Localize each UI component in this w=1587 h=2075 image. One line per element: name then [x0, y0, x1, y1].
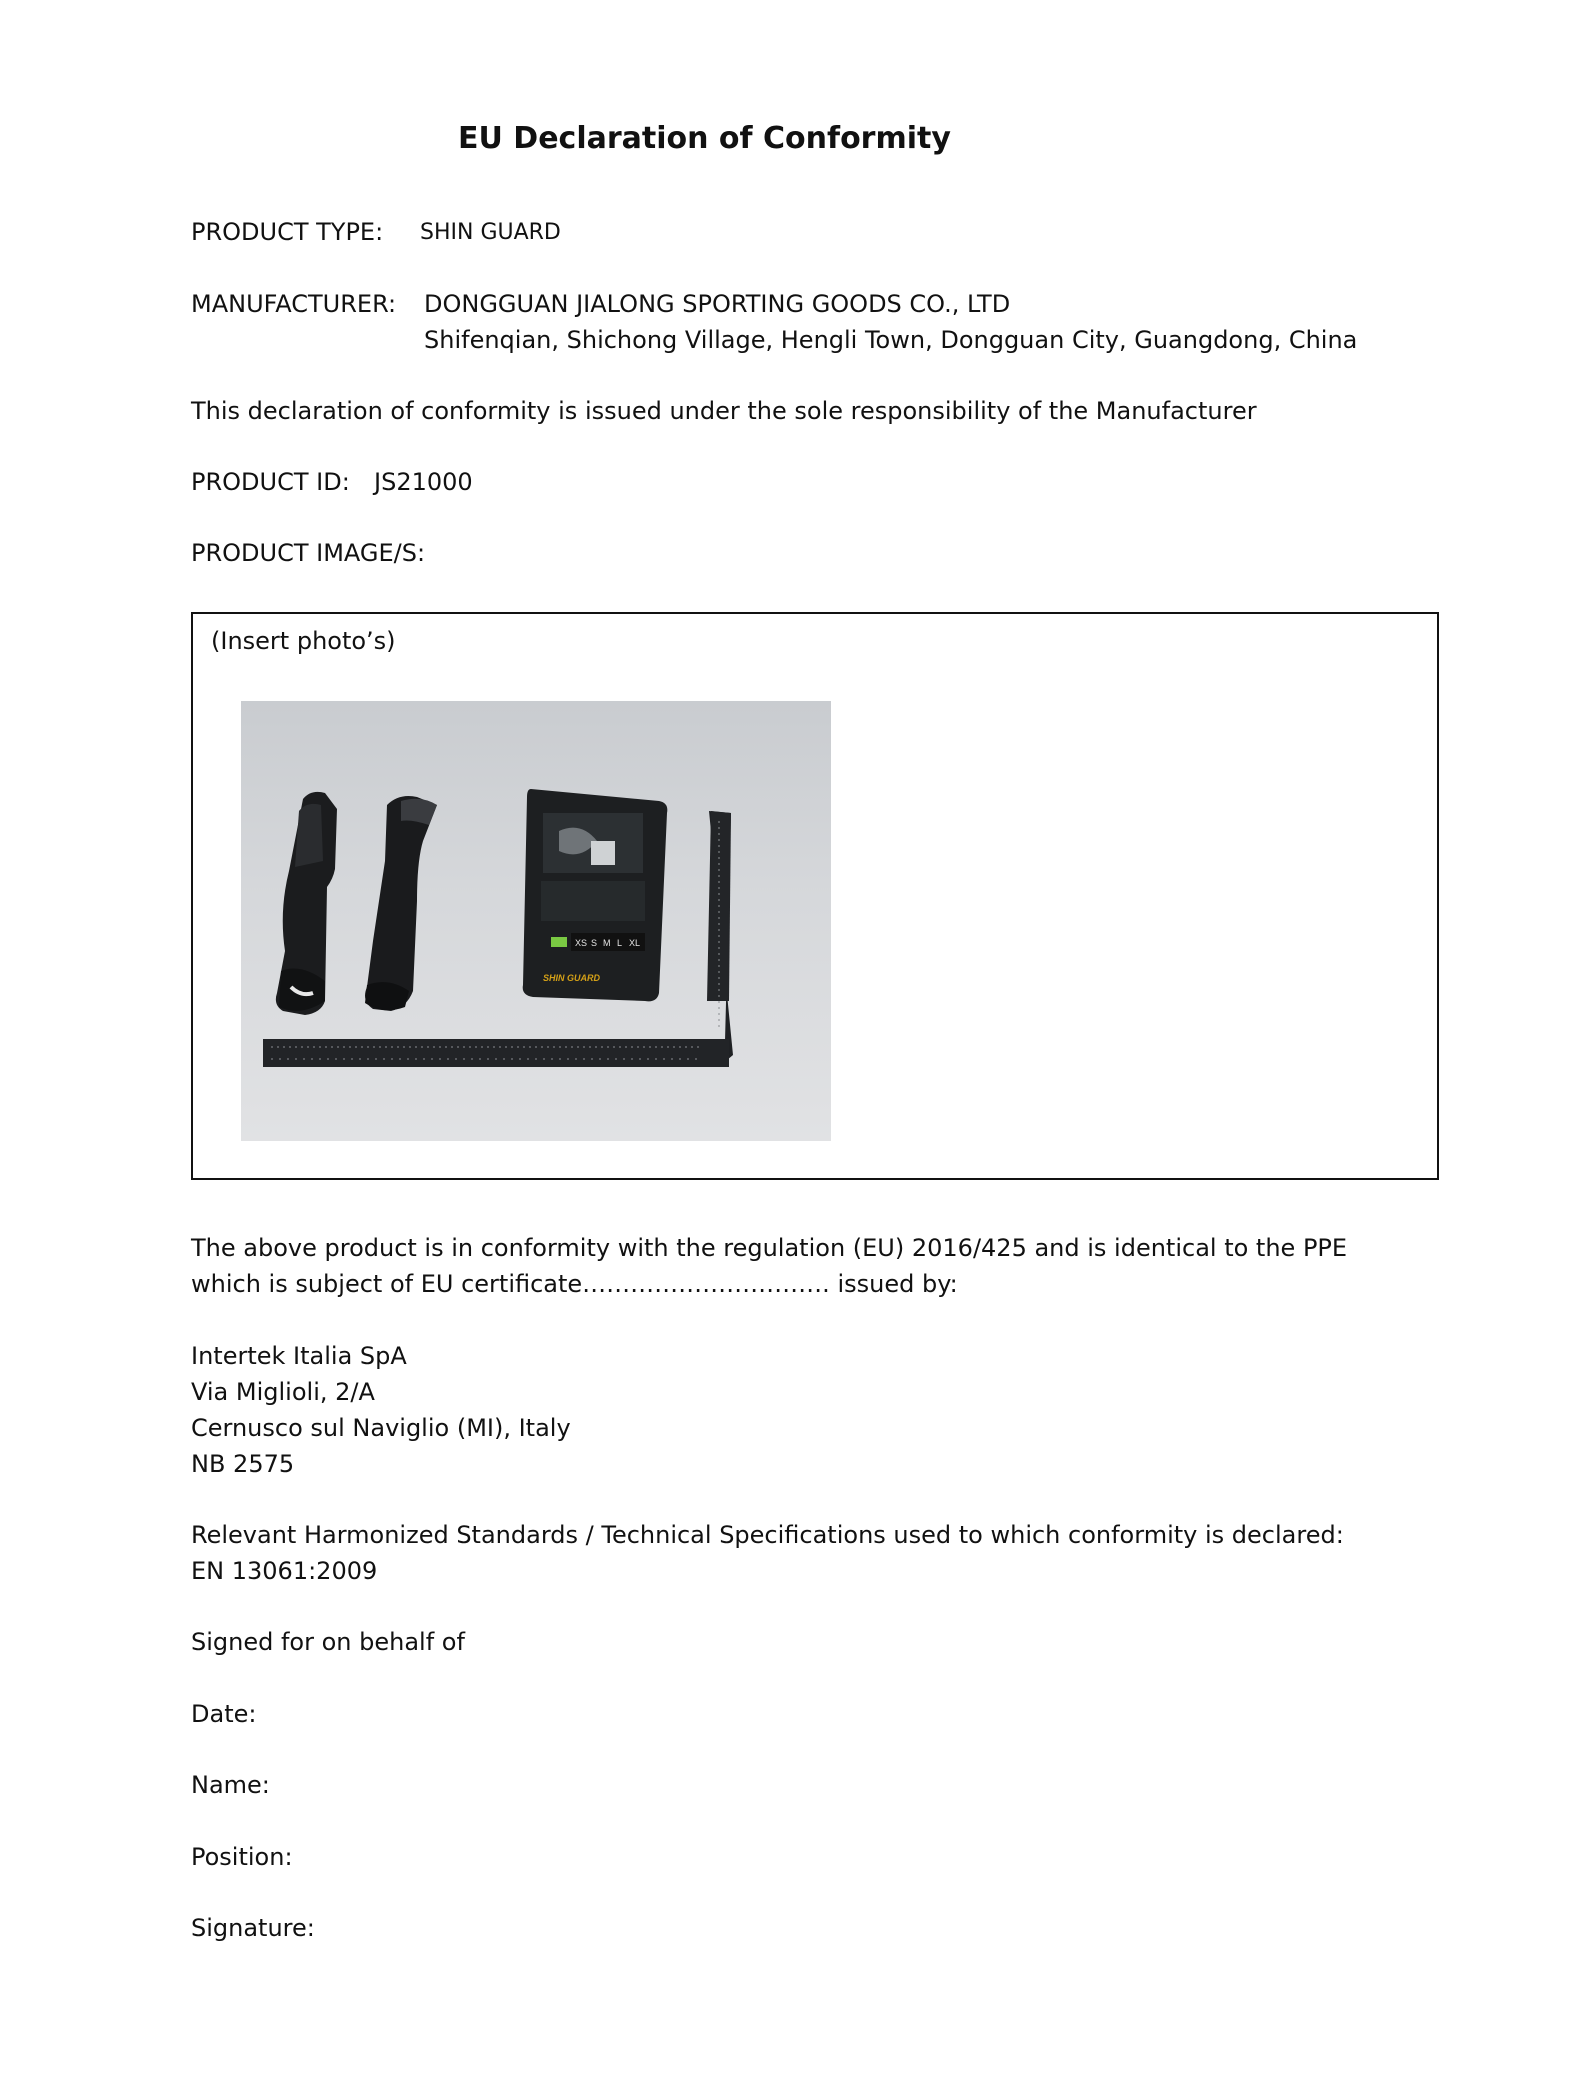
product-type-label: PRODUCT TYPE: — [191, 218, 384, 246]
size-label-xl: XL — [629, 938, 641, 948]
name-label: Name: — [191, 1771, 270, 1799]
product-photo-illustration — [241, 701, 831, 1141]
package-label: SHIN GUARD — [543, 973, 601, 983]
manufacturer-address: Shifenqian, Shichong Village, Hengli Town, Dongguan City, Guangdong, China — [424, 326, 1358, 354]
insert-photo-caption: (Insert photo’s) — [211, 627, 396, 655]
size-chart — [571, 933, 645, 951]
size-label-m: M — [603, 938, 611, 948]
position-label: Position: — [191, 1843, 293, 1871]
package-bag — [523, 789, 668, 1001]
product-photo — [241, 701, 831, 1141]
notified-body-number: NB 2575 — [191, 1450, 295, 1478]
page-title: EU Declaration of Conformity — [458, 121, 951, 156]
conformity-line-1: The above product is in conformity with the regulation (EU) 2016/425 and is identical to the PPE — [191, 1234, 1348, 1262]
product-id-label: PRODUCT ID: — [191, 468, 350, 496]
standards-label: Relevant Harmonized Standards / Technical Specifications used to which conformity is declared: — [191, 1521, 1344, 1549]
product-type-value: SHIN GUARD — [420, 220, 561, 245]
shin-guard-right — [365, 796, 437, 1011]
standards-value: EN 13061:2009 — [191, 1557, 378, 1585]
product-id-value: JS21000 — [374, 468, 473, 496]
signed-for-label: Signed for on behalf of — [191, 1628, 465, 1656]
notified-body-city: Cernusco sul Naviglio (MI), Italy — [191, 1414, 571, 1442]
manufacturer-label: MANUFACTURER: — [191, 290, 397, 318]
manufacturer-name: DONGGUAN JIALONG SPORTING GOODS CO., LTD — [424, 290, 1011, 318]
size-label-l: L — [617, 938, 623, 948]
date-label: Date: — [191, 1700, 257, 1728]
notified-body-name: Intertek Italia SpA — [191, 1342, 407, 1370]
size-label-s: S — [591, 938, 598, 948]
shin-guard-left — [276, 792, 337, 1015]
signature-label: Signature: — [191, 1914, 315, 1942]
product-images-label: PRODUCT IMAGE/S: — [191, 539, 426, 567]
notified-body-street: Via Miglioli, 2/A — [191, 1378, 375, 1406]
responsibility-statement: This declaration of conformity is issued under the sole responsibility of the Manufacturer — [191, 397, 1257, 425]
size-label-xs: XS — [575, 938, 588, 948]
conformity-line-2: which is subject of EU certificate…………………………. issued by: — [191, 1270, 958, 1298]
